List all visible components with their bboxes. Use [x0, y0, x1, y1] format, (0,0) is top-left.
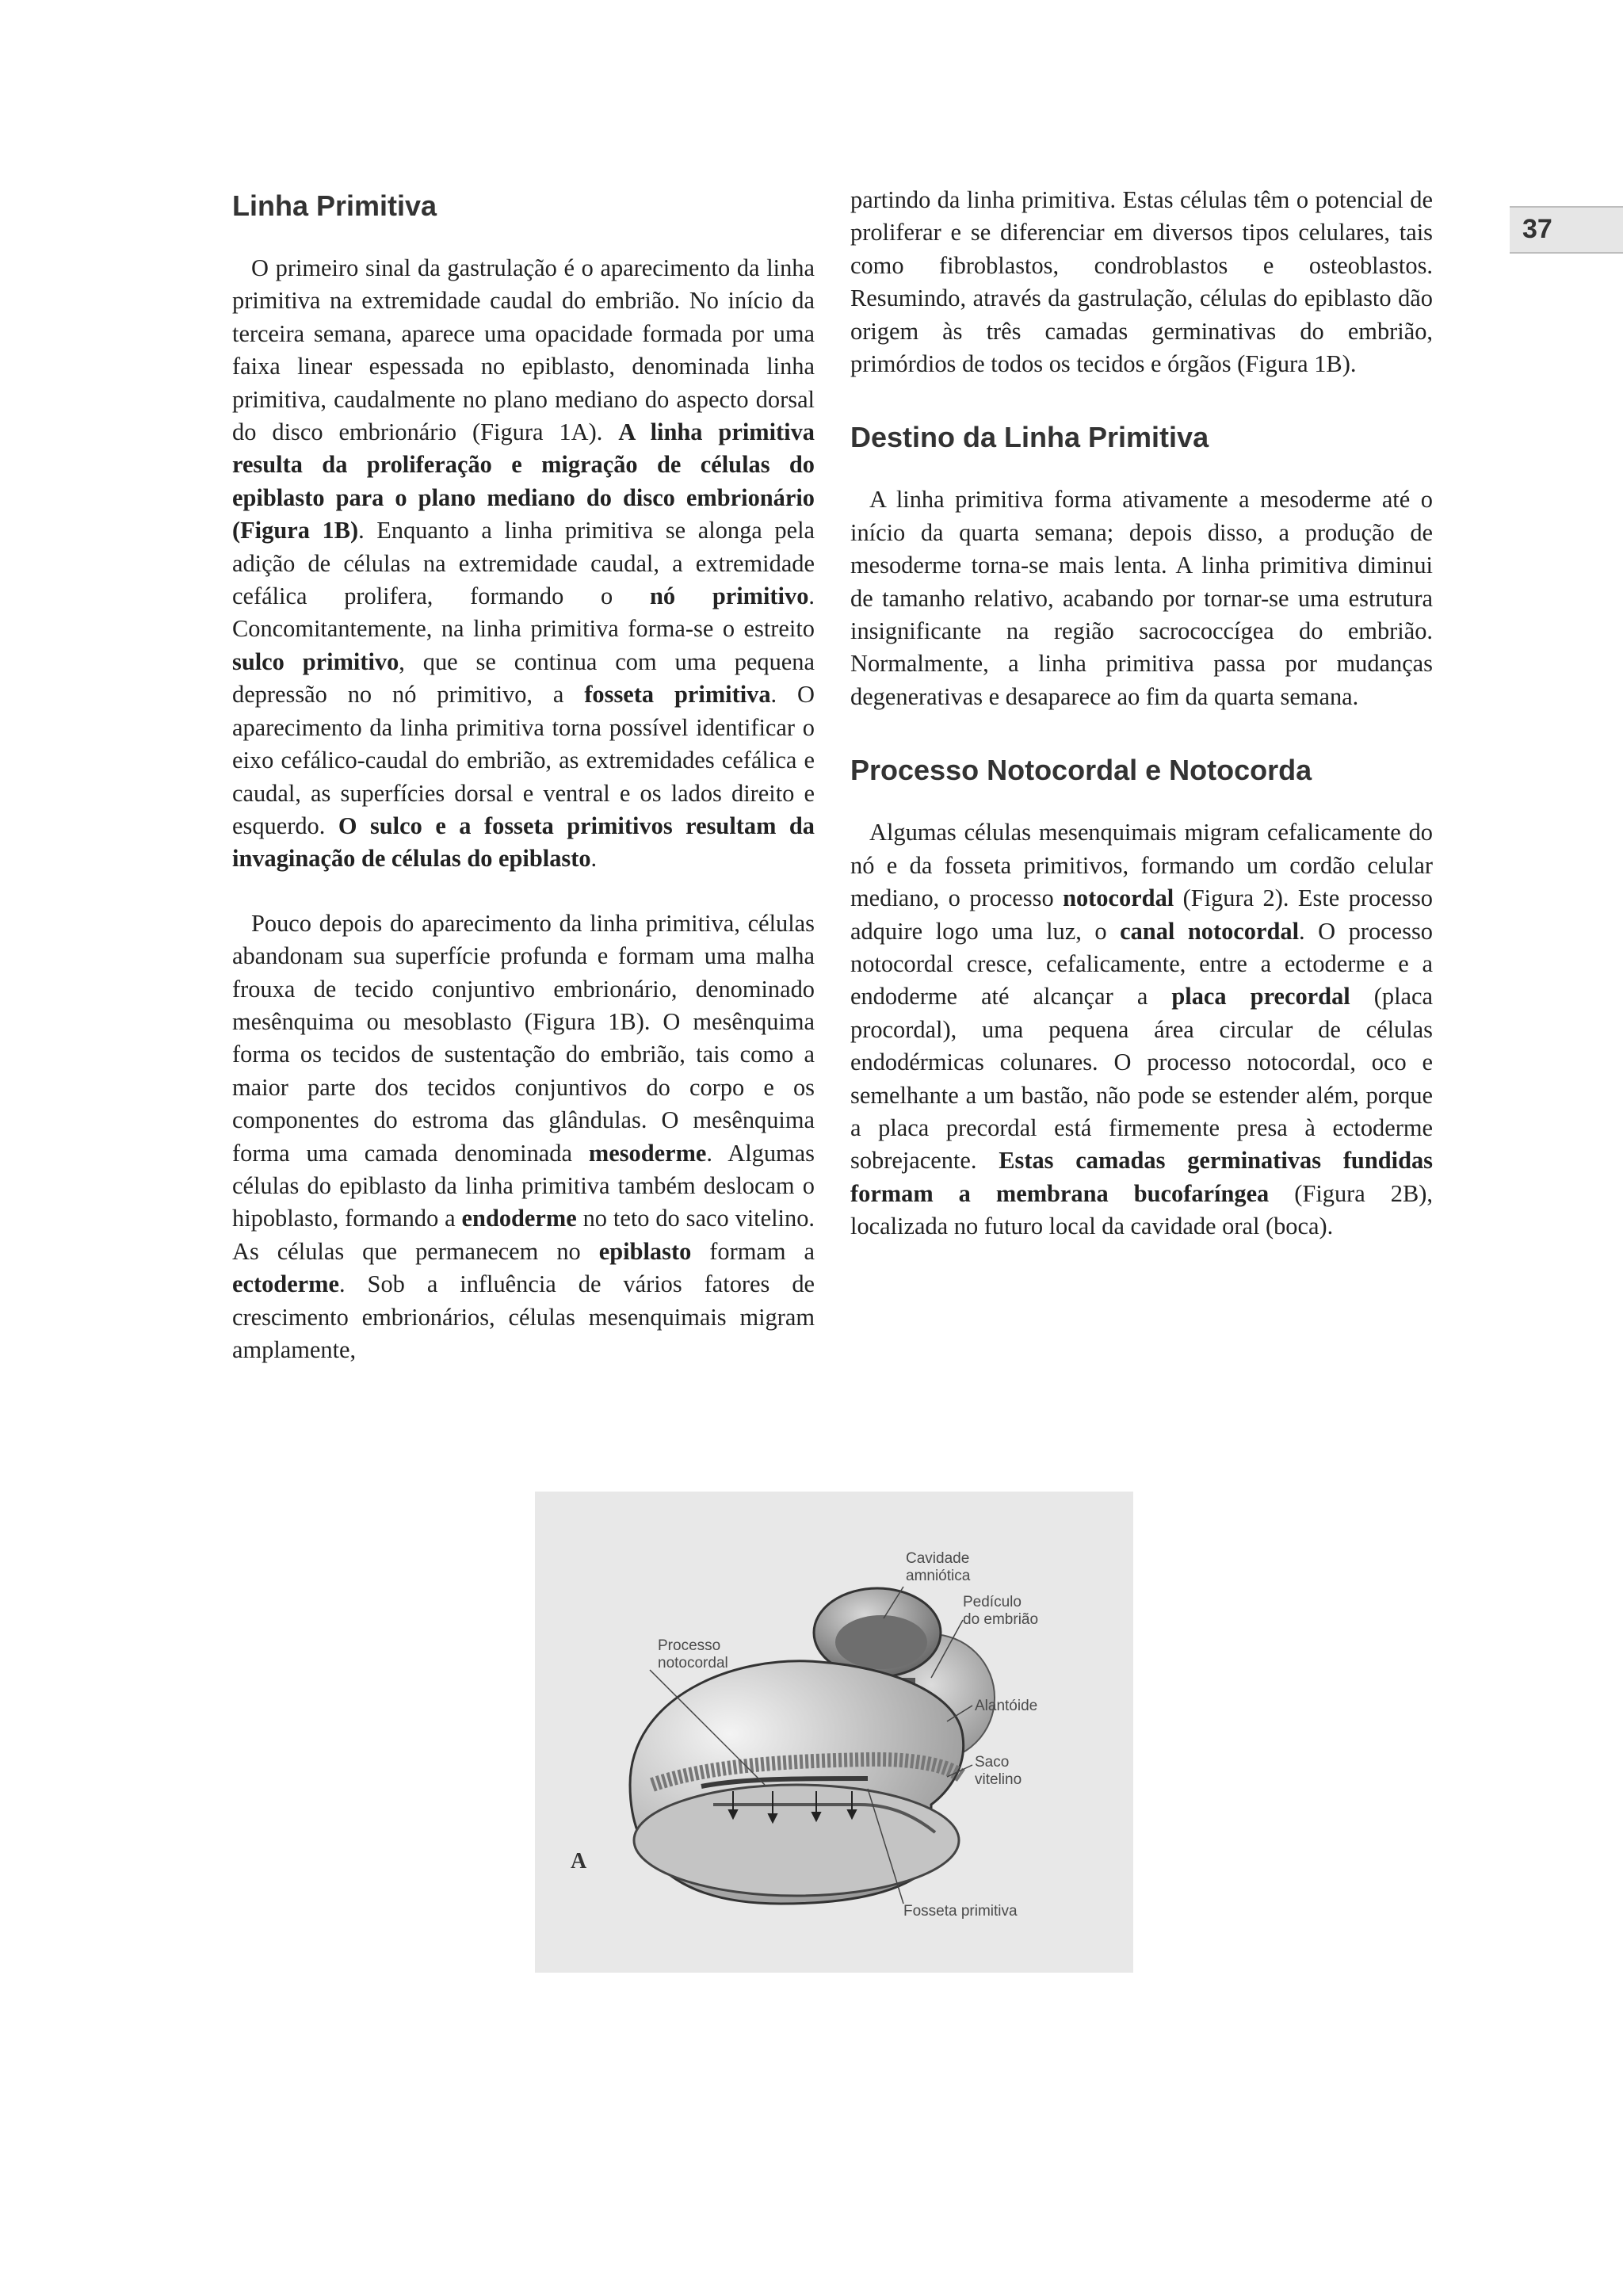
bold-term: notocordal [1063, 884, 1174, 912]
paragraph-3: A linha primitiva forma ativamente a mesoderme até o início da quarta semana; depois disso, a produção de mesoderme torna-se mais lenta. A linha primitiva diminui de tamanho relativo, acabando por tornar-se uma estrutura insignificante na região sacrococcígea do embrião. Normalmente, a linha primitiva passa por mudanças degenerativas e desaparece ao fim da quarta semana. [850, 486, 1433, 710]
label-cavidade-line2: amniótica [906, 1568, 971, 1584]
heading-linha-primitiva: Linha Primitiva [232, 189, 437, 222]
bold-term: ectoderme [232, 1270, 339, 1298]
bold-term: epiblasto [598, 1237, 692, 1265]
label-pediculo-line1: Pedículo [963, 1594, 1022, 1610]
bold-term: endoderme [461, 1205, 577, 1232]
left-column [232, 184, 815, 1366]
bold-term: mesoderme [588, 1139, 707, 1167]
figure-1a-embryo-illustration [535, 1492, 1133, 1973]
label-alantoide: Alantóide [975, 1698, 1038, 1714]
page-number-tab [1510, 206, 1623, 254]
label-processo-line2: notocordal [658, 1655, 728, 1671]
bold-term: sulco primitivo [232, 648, 399, 675]
label-saco-line2: vitelino [975, 1771, 1022, 1788]
paragraph-1: O primeiro sinal da gastrulação é o aparecimento da linha primitiva na extremidade caudal do embrião. No início da terceira semana, aparece uma opacidade formada por uma faixa linear espessada no epiblasto, denominada linha primitiva, caudalmente no plano mediano do aspecto dorsal do disco embrionário (Figura 1A). A linha primitiva resulta da proliferação e migração de células do epiblasto para o plano mediano do disco embrionário (Figura 1B). Enquanto a linha primitiva se alonga pela adição de células na extremidade caudal, a extremidade cefálica prolifera, formando o nó primitivo. Concomitantemente, na linha primitiva forma-se o estreito sulco primitivo, que se continua com uma pequena depressão no nó primitivo, a fosseta primitiva. O aparecimento da linha primitiva torna possível identificar o eixo cefálico-caudal do embrião, as extremidades cefálica e caudal, as superfícies dorsal e ventral e os lados direito e esquerdo. O sulco e a fosseta primitivos resultam da invaginação de células do epiblasto. [232, 254, 815, 873]
label-pediculo-line2: do embrião [963, 1611, 1039, 1628]
bold-term: fosseta primitiva [584, 681, 771, 709]
page-number: 37 [1522, 214, 1552, 244]
amniotic-cavity-inner [835, 1615, 927, 1669]
bold-term: A linha primitiva resulta da proliferação e migração de células do epiblasto para o plano mediano do disco embrionário (Figura 1B) [232, 418, 815, 544]
paragraph-4: Algumas células mesenquimais migram cefalicamente do nó e da fosseta primitivos, formando um cordão celular mediano, o processo notocordal (Figura 2). Este processo adquire logo uma luz, o canal notocordal. O processo notocordal cresce, cefalicamente, entre a ectoderme e a endoderme até alcançar a placa precordal (placa procordal), uma pequena área circular de células endodérmicas colunares. O processo notocordal, oco e semelhante a um bastão, não pode se estender além, porque a placa precordal está firmemente presa à ectoderme sobrejacente. Estas camadas germinativas fundidas formam a membrana bucofaríngea (Figura 2B), localizada no futuro local da cavidade oral (boca). [850, 819, 1434, 1240]
bold-term: canal notocordal [1120, 917, 1300, 945]
embryo-diagram [535, 1492, 1133, 1973]
right-column [850, 184, 1433, 1244]
bold-term: placa precordal [1171, 983, 1350, 1010]
bold-term: Estas camadas germinativas fundidas formam a membrana bucofaríngea [850, 1147, 1434, 1207]
label-cavidade-line1: Cavidade [906, 1550, 970, 1567]
label-processo-line1: Processo [658, 1637, 721, 1654]
heading-processo-notocordal: Processo Notocordal e Notocorda [850, 754, 1312, 787]
disk-cut-section [634, 1785, 959, 1896]
label-fosseta-primitiva: Fosseta primitiva [903, 1903, 1018, 1920]
label-saco-line1: Saco [975, 1754, 1010, 1771]
panel-label-a: A [571, 1849, 587, 1874]
paragraph-continued: partindo da linha primitiva. Estas células têm o potencial de proliferar e se diferenciar em diversos tipos celulares, tais como fibroblastos, condroblastos e osteoblastos. Resumindo, através da gastrulação, células do epiblasto dão origem às três camadas germinativas do embrião, primórdios de todos os tecidos e órgãos (Figura 1B). [850, 186, 1433, 378]
bold-term: O sulco e a fosseta primitivos resultam da invaginação de células do epiblasto [232, 812, 815, 873]
heading-destino-linha-primitiva: Destino da Linha Primitiva [850, 421, 1209, 454]
paragraph-2: Pouco depois do aparecimento da linha primitiva, células abandonam sua superfície profunda e formam uma malha frouxa de tecido conjuntivo embrionário, denominado mesênquima ou mesoblasto (Figura 1B). O mesênquima forma os tecidos de sustentação do embrião, tais como a maior parte dos tecidos conjuntivos do corpo e os componentes do estroma das glândulas. O mesênquima forma uma camada denominada mesoderme. Algumas células do epiblasto da linha primitiva também deslocam o hipoblasto, formando a endoderme no teto do saco vitelino. As células que permanecem no epiblasto formam a ectoderme. Sob a influência de vários fatores de crescimento embrionários, células mesenquimais migram amplamente, [232, 909, 815, 1363]
bold-term: nó primitivo [650, 583, 809, 610]
